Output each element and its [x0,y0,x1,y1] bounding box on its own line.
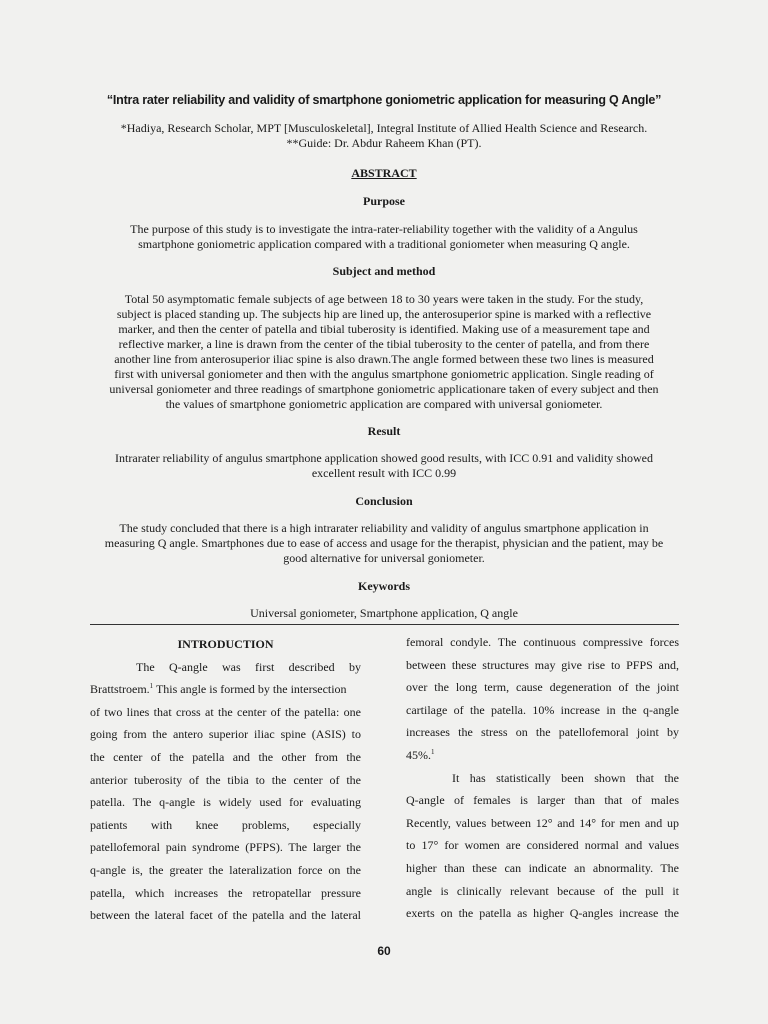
body-line: patellofemoral pain syndrome (PFPS). The larger the [90,840,361,855]
body-line: going from the antero superior iliac spine (ASIS) to [90,727,361,742]
method-heading: Subject and method [332,264,436,278]
conclusion-line: good alternative for universal goniometer. [283,551,485,565]
result-paragraph [88,451,680,481]
body-line: exerts on the patella as higher Q‑angles increase the [406,906,679,921]
body-line: between these structures may give rise to PFPS and, [406,657,679,672]
result-line: Intrarater reliability of angulus smartphone application showed good results, with ICC 0.91 and validity showed [115,451,653,465]
body-line: q-angle is, the greater the lateralization force on the [90,862,361,877]
method-line: another line from anterosuperior iliac spine is also drawn.The angle formed between these two lines is measured [114,352,654,366]
body-text: This angle is formed by the intersection [153,682,347,697]
method-line: reflective marker, a line is drawn from the center of the tibial tuberosity to the center of patella, and from there [118,337,650,351]
body-line: patella. The q-angle is widely used for evaluating [90,795,361,810]
author-line: *Hadiya, Research Scholar, MPT [Musculoskeletal], Integral Institute of Allied Health Science and Research. [120,121,648,135]
body-line: over the long term, cause degeneration of the joint [406,680,679,695]
keywords-text: Universal goniometer, Smartphone application, Q angle [250,606,518,620]
conclusion-paragraph [88,521,680,566]
result-line: excellent result with ICC 0.99 [311,466,457,480]
method-line: universal goniometer and three readings of smartphone goniometric applicationare taken of every subject and then [109,382,659,396]
body-line: femoral condyle. The continuous compressive forces [406,635,679,649]
body-line: patella, which increases the retropatellar pressure [90,885,361,900]
body-line: patients with knee problems, especially [90,817,361,832]
citation-superscript: 1 [431,747,435,756]
body-line: Recently, values between 12° and 14° for men and up [406,815,679,830]
body-line: angle is clinically relevant because of the pull it [406,883,679,898]
body-line: anterior tuberosity of the tibia to the center of the [90,772,361,787]
author-block [40,121,728,151]
guide-line: **Guide: Dr. Abdur Raheem Khan (PT). [286,136,482,150]
method-line: subject is placed standing up. The subjects hip are lined up, the anterosuperior spine is marked with a reflective [116,307,652,321]
body-line: higher than these can indicate an abnormality. The [406,860,679,875]
body-line [90,678,361,701]
body-line: Q‑angle of females is larger than that of males [406,793,679,808]
purpose-heading: Purpose [363,194,405,208]
body-line: It has statistically been shown that the [452,770,679,785]
section-divider [90,624,679,625]
conclusion-line: measuring Q angle. Smartphones due to ease of access and usage for the therapist, physician and the patient, may be [104,536,664,550]
conclusion-heading: Conclusion [355,494,413,508]
citation-superscript: 1 [149,682,154,691]
body-line: the center of the patella and the other from the [90,749,361,764]
body-text: Brattstroem. [90,682,150,697]
page-number: 60 [377,944,391,958]
body-text: 45%. [406,747,431,762]
method-line: Total 50 asymptomatic female subjects of age between 18 to 30 years were taken in the study. For the study, [124,292,644,306]
purpose-line: smartphone goniometric application compared with a traditional goniometer when measuring Q angle. [138,237,630,251]
body-line: to 17° for women are considered normal and values [406,838,679,853]
method-line: marker, and then the center of patella and tibial tuberosity is identified. Making use of a measurement tape and [118,322,650,336]
result-heading: Result [367,424,401,438]
body-line: cartilage of the patella. 10% increase in the q-angle [406,702,679,717]
method-line: first with universal goniometer and then with the angulus smartphone goniometric application. Single reading of [114,367,654,381]
body-line: increases the stress on the patellofemoral joint by [406,725,679,740]
purpose-line: The purpose of this study is to investigate the intra-rater-reliability together with the validity of a Angulus [130,222,638,236]
conclusion-line: The study concluded that there is a high intrarater reliability and validity of angulus smartphone application in [119,521,649,535]
keywords-heading: Keywords [358,579,410,593]
purpose-paragraph [88,222,680,252]
body-line: between the lateral facet of the patella and the lateral [90,908,361,923]
body-line [406,744,679,767]
left-column [90,633,361,927]
introduction-heading: INTRODUCTION [177,637,274,651]
right-column [406,631,679,925]
method-paragraph [88,292,680,412]
body-line: The Q-angle was first described by [136,659,361,674]
abstract-heading: ABSTRACT [351,166,417,180]
paper-title: “Intra rater reliability and validity of smartphone goniometric application for measuring Q Angle” [106,93,662,107]
body-line: of two lines that cross at the center of the patella: one [90,704,361,719]
method-line: the values of smartphone goniometric application are compared with universal goniometer. [165,397,603,411]
